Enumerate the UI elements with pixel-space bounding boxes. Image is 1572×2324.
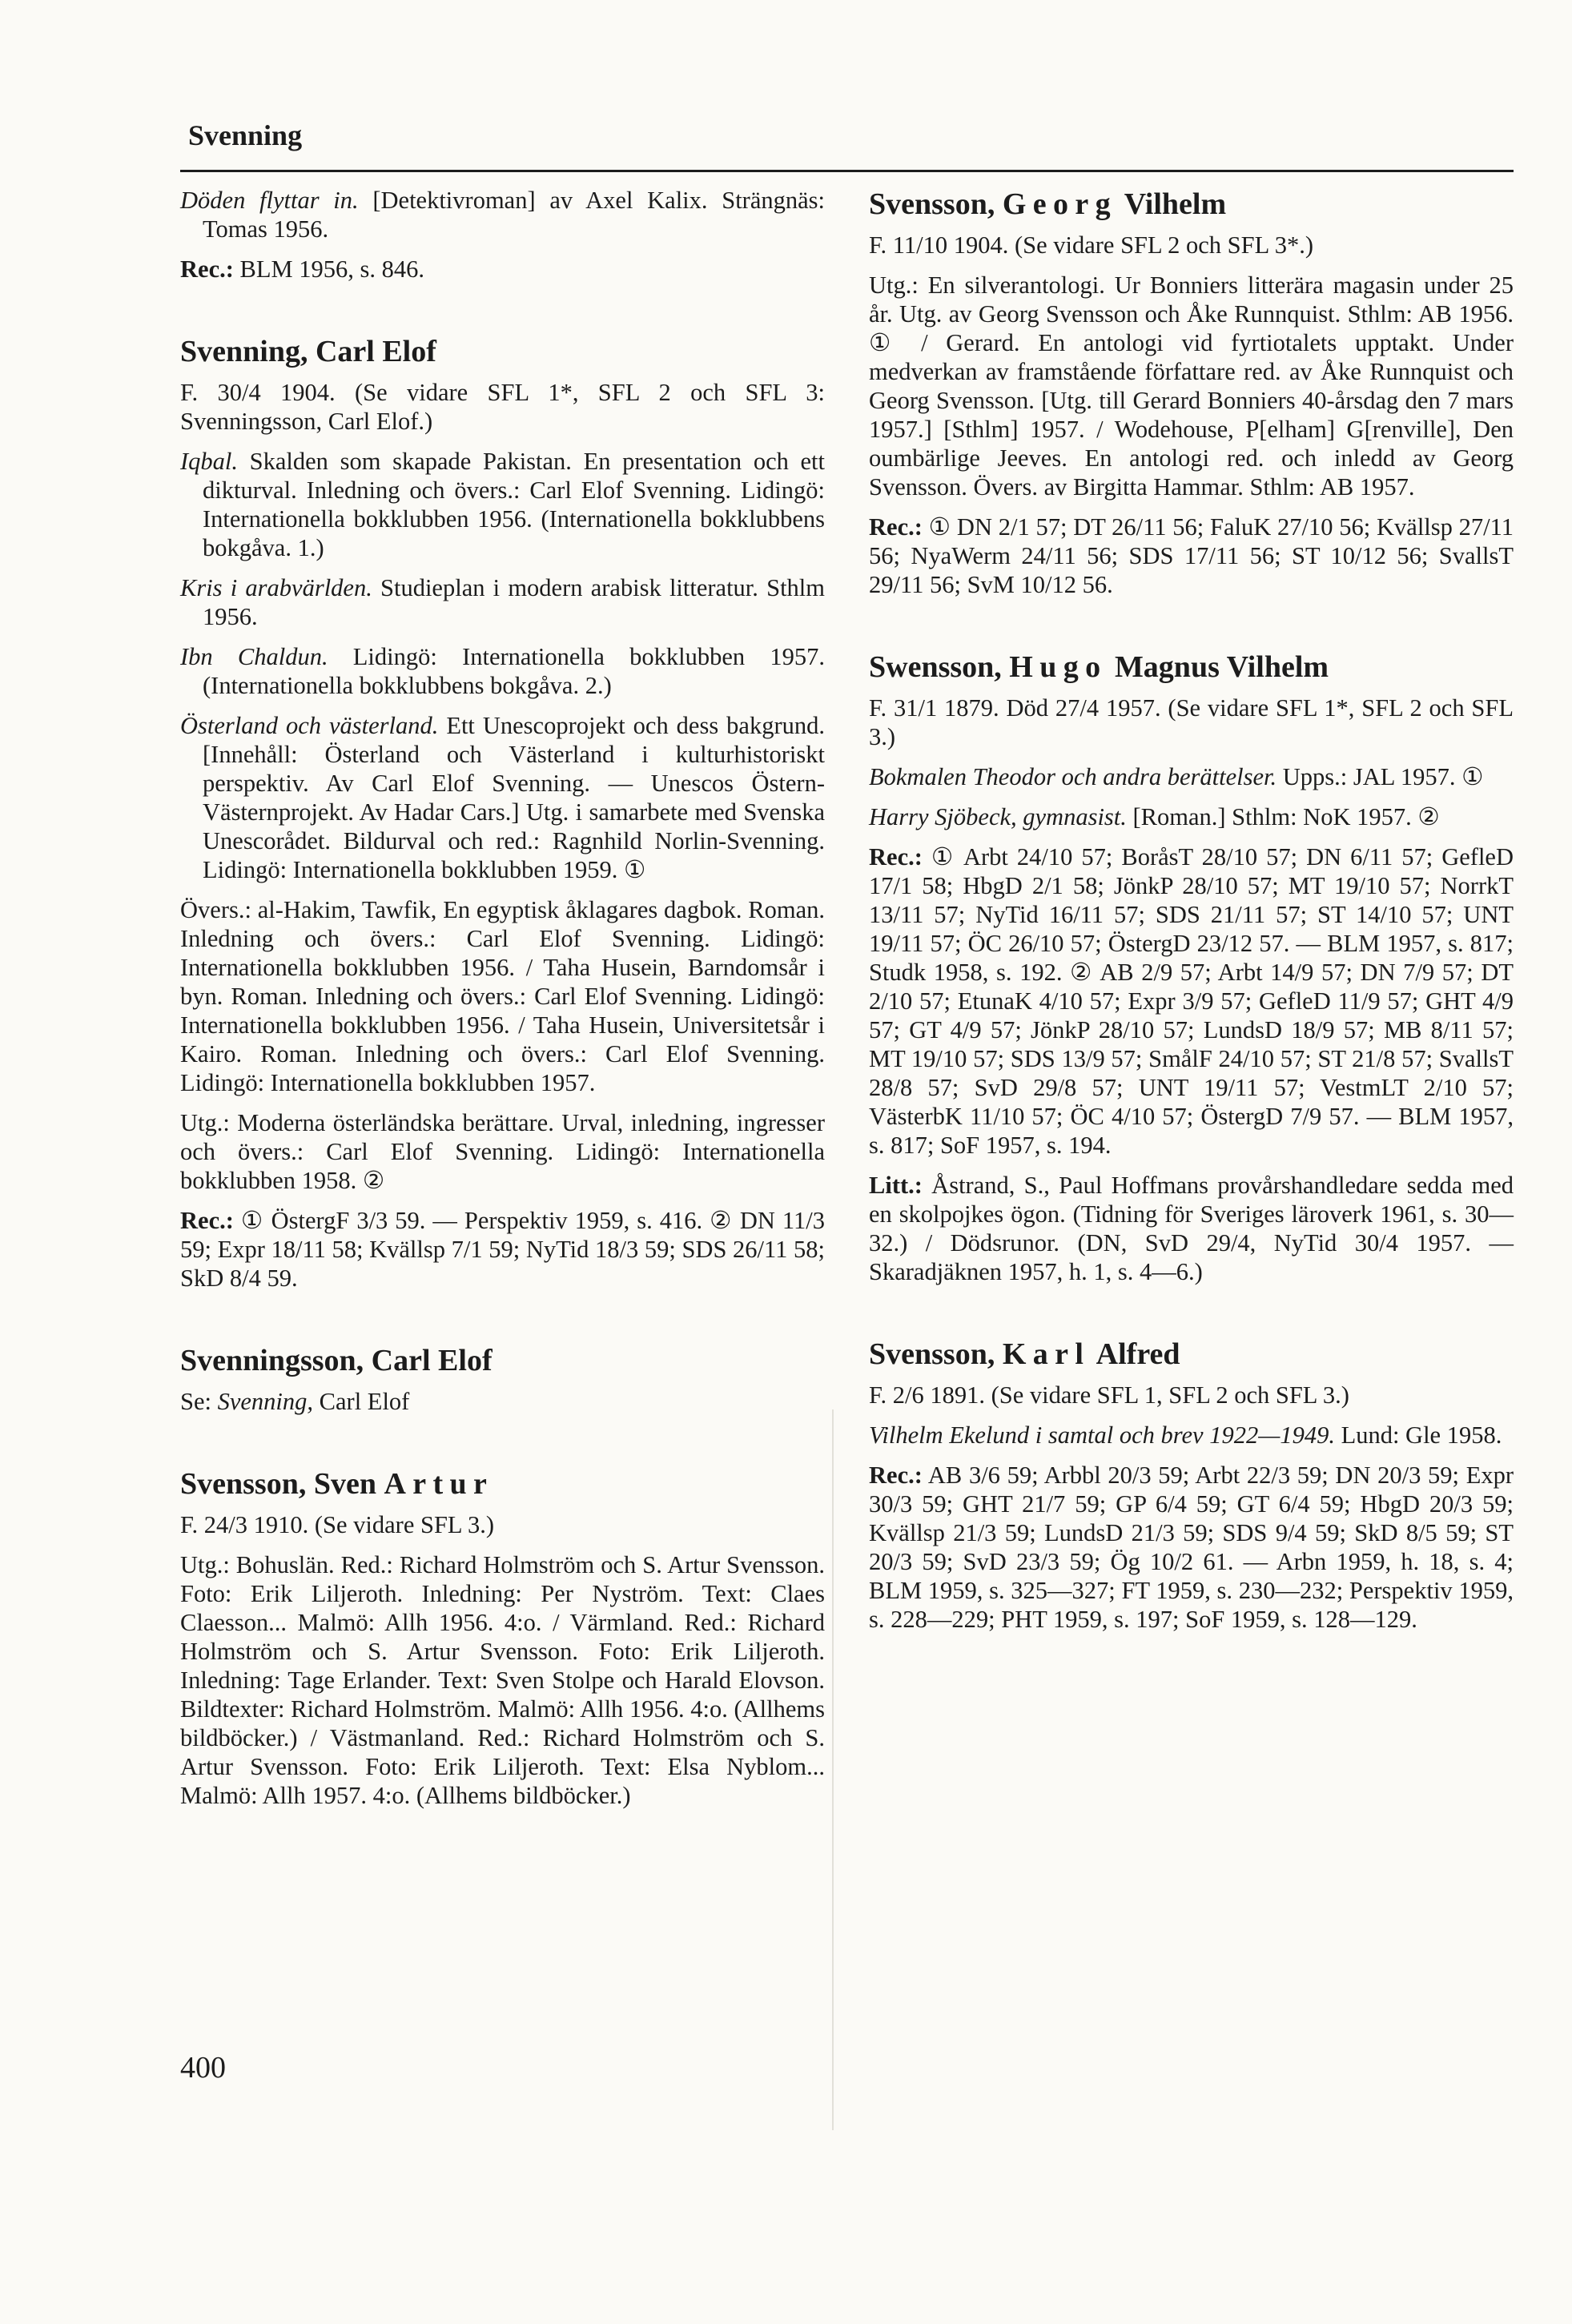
entry-heading [869, 186, 1514, 223]
entry-paragraph [180, 1510, 825, 1539]
paragraph-text: Utg.: Bohuslän. Red.: Richard Holmström och S. Artur Svensson. Foto: Erik Liljeroth. Inledning: Per Nyström. Text: Claes Claesson... Malmö: Allh 1956. 4:o. / Värmland. Red.: Richard Holmström och S. Artur Svensson. Foto: Erik Liljeroth. Inledning: Tage Erlander. Text: Sven Stolpe och Harald Elovson. Bildtexter: Richard Holmström. Malmö: Allh 1956. 4:o. (Allhems bildböcker.) / Västmanland. Red.: Richard Holmström och S. Artur Svensson. Foto: Erik Liljeroth. Text: Elsa Nyblom... Malmö: Allh 1957. 4:o. (Allhems bildböcker.) [180, 1551, 825, 1809]
paragraph-text: ① DN 2/1 57; DT 26/11 56; FaluK 27/10 56; Kvällsp 27/11 56; NyaWerm 24/11 56; SDS 17/11 56; ST 10/12 56; SvallsT 29/11 56; SvM 10/12 56. [869, 513, 1514, 598]
review-paragraph [180, 1206, 825, 1293]
paragraph-label: Rec.: [180, 1207, 234, 1234]
heading-rest: Magnus Vilhelm [1107, 650, 1329, 684]
heading-name: Svenningsson, Carl Elof [180, 1344, 493, 1377]
left-column [180, 186, 825, 1860]
heading-given-name: Hugo [1009, 650, 1108, 684]
paragraph-text: ① Arbt 24/10 57; BoråsT 28/10 57; DN 6/11 57; GefleD 17/1 58; HbgD 2/1 58; JönkP 28/10 57; MT 19/10 57; NorrkT 13/11 57; NyTid 16/11 57; SDS 21/11 57; ST 14/10 57; UNT 19/11 57; ÖC 26/10 57; ÖstergD 23/12 57. — BLM 1957, s. 817; Studk 1958, s. 192. ② AB 2/9 57; Arbt 14/9 57; DN 7/9 57; DT 2/10 57; EtunaK 4/10 57; Expr 3/9 57; GefleD 11/9 57; GHT 4/9 57; GT 4/9 57; JönkP 28/10 57; LundsD 18/9 57; MB 8/11 57; MT 19/10 57; SDS 13/9 57; SmålF 24/10 57; ST 21/8 57; SvallsT 28/8 57; SvD 29/8 57; UNT 19/11 57; VestmLT 2/10 57; VästerbK 11/10 57; ÖC 4/10 57; ÖstergD 7/9 57. — BLM 1957, s. 817; SoF 1957, s. 194. [869, 843, 1514, 1159]
work-title-paragraph [869, 802, 1514, 831]
entry-paragraph [180, 1108, 825, 1195]
work-title-paragraph [180, 573, 825, 631]
paragraph-text: Lund: Gle 1958. [1334, 1421, 1502, 1449]
paragraph-text: Lidingö: Internationella bokklubben 1957. (Internationella bokklubbens bokgåva. 2.) [203, 643, 825, 699]
paragraph-text: Se: [180, 1388, 218, 1415]
paragraph-text: F. 30/4 1904. (Se vidare SFL 1*, SFL 2 och SFL 3: Svenningsson, Carl Elof.) [180, 379, 825, 435]
scan-crease [832, 1409, 834, 2130]
bibliography-entry [180, 186, 825, 283]
work-title: Ibn Chaldun. [180, 643, 328, 670]
bibliography-entry [180, 1466, 825, 1810]
paragraph-text: BLM 1956, s. 846. [233, 255, 424, 283]
work-title: Vilhelm Ekelund i samtal och brev 1922—1949. [869, 1421, 1335, 1449]
paragraph-text: F. 31/1 1879. Död 27/4 1957. (Se vidare SFL 1*, SFL 2 och SFL 3.) [869, 694, 1514, 750]
bibliography-entry [869, 649, 1514, 1286]
reference-text: Carl Elof [313, 1388, 410, 1415]
heading-given-name: Artur [384, 1467, 494, 1501]
running-header: Svenning [188, 119, 303, 151]
review-paragraph [869, 1171, 1514, 1286]
reference-title: Svenning, [217, 1388, 314, 1415]
entry-heading [180, 1342, 825, 1379]
paragraph-text: Ett Unescoprojekt och dess bakgrund. [Innehåll: Österland och Västerland i kulturhistoriskt perspektiv. Av Carl Elof Svenning. — Unescos Östern-Västernprojekt. Av Hadar Cars.] Utg. i samarbete med Svenska Unescorådet. Bildurval och red.: Ragnhild Norlin-Svenning. Lidingö: Internationella bokklubben 1959. ① [203, 712, 825, 883]
work-title-paragraph [869, 762, 1514, 791]
paragraph-label: Rec.: [869, 843, 923, 870]
paragraph-text: Utg.: En silverantologi. Ur Bonniers litterära magasin under 25 år. Utg. av Georg Svensson och Åke Runnquist. Sthlm: AB 1956. ① / Gerard. En antologi vid fyrtiotalets upptakt. Under medverkan av framstående författare red. av Åke Runnquist och Georg Svensson. [Utg. till Gerard Bonniers 40-årsdag den 7 mars 1957.] [Sthlm] 1957. / Wodehouse, P[elham] G[renville], Den oumbärlige Jeeves. En antologi red. och inledd av Georg Svensson. Övers. av Birgitta Hammar. Sthlm: AB 1957. [869, 271, 1514, 501]
entry-heading [869, 1336, 1514, 1373]
work-title: Österland och västerland. [180, 712, 439, 739]
page-number: 400 [180, 2051, 226, 2085]
entry-paragraph [869, 694, 1514, 751]
paragraph-text: [Detektivroman] av Axel Kalix. Strängnäs: Tomas 1956. [203, 187, 825, 243]
bibliography-entry [180, 1342, 825, 1416]
bibliography-entry [869, 186, 1514, 599]
entry-heading [180, 1466, 825, 1502]
heading-given-name: Karl [1002, 1337, 1091, 1371]
entry-paragraph [869, 231, 1514, 259]
entry-paragraph [869, 271, 1514, 501]
bibliography-entry [180, 333, 825, 1293]
paragraph-text: F. 24/3 1910. (Se vidare SFL 3.) [180, 1511, 495, 1538]
entry-paragraph [869, 1381, 1514, 1409]
work-title-paragraph [180, 186, 825, 243]
paragraph-text: AB 3/6 59; Arbbl 20/3 59; Arbt 22/3 59; DN 20/3 59; Expr 30/3 59; GHT 21/7 59; GP 6/4 59; GT 6/4 59; HbgD 20/3 59; Kvällsp 21/3 59; LundsD 21/3 59; SDS 9/4 59; SkD 8/5 59; ST 20/3 59; SvD 23/3 59; Ög 10/2 61. — Arbn 1959, h. 18, s. 4; BLM 1959, s. 325—327; FT 1959, s. 230—232; Perspektiv 1959, s. 228—229; PHT 1959, s. 197; SoF 1959, s. 128—129. [869, 1462, 1514, 1633]
work-title: Döden flyttar in. [180, 187, 359, 214]
paragraph-text: Skalden som skapade Pakistan. En presentation och ett dikturval. Inledning och övers.: Carl Elof Svenning. Lidingö: Internationella bokklubben 1956. (Internationella bokklubbens bokgåva. 1.) [203, 448, 825, 561]
entry-paragraph [180, 378, 825, 436]
paragraph-text: [Roman.] Sthlm: NoK 1957. ② [1126, 803, 1440, 830]
work-title-paragraph [180, 447, 825, 562]
heading-given-name: Georg [1002, 187, 1117, 221]
work-title: Bokmalen Theodor och andra berättelser. [869, 763, 1277, 790]
entry-paragraph [180, 895, 825, 1097]
header-rule [180, 170, 1514, 172]
work-title: Iqbal. [180, 448, 239, 475]
paragraph-label: Rec.: [869, 1462, 923, 1489]
paragraph-text: ① ÖstergF 3/3 59. — Perspektiv 1959, s. 416. ② DN 11/3 59; Expr 18/11 58; Kvällsp 7/1 59; NyTid 18/3 59; SDS 26/11 58; SkD 8/4 59. [180, 1207, 825, 1292]
entry-heading [869, 649, 1514, 686]
paragraph-text: F. 2/6 1891. (Se vidare SFL 1, SFL 2 och SFL 3.) [869, 1381, 1349, 1409]
entry-paragraph [180, 1387, 825, 1416]
review-paragraph [869, 842, 1514, 1160]
work-title-paragraph [869, 1421, 1514, 1449]
paragraph-text: Åstrand, S., Paul Hoffmans provårshandledare sedda med en skolpojkes ögon. (Tidning för Sveriges läroverk 1961, s. 30—32.) / Dödsrunor. (DN, SvD 29/4, NyTid 30/4 1957. — Skaradjäknen 1957, h. 1, s. 4—6.) [869, 1172, 1514, 1285]
paragraph-text: Upps.: JAL 1957. ① [1276, 763, 1484, 790]
work-title: Kris i arabvärlden. [180, 574, 372, 601]
heading-name: Svensson, [869, 1337, 1003, 1371]
paragraph-label: Rec.: [180, 255, 234, 283]
work-title-paragraph [180, 711, 825, 884]
heading-name: Svensson, Sven [180, 1467, 384, 1501]
paragraph-text: F. 11/10 1904. (Se vidare SFL 2 och SFL 3*.) [869, 231, 1314, 259]
paragraph-text: Utg.: Moderna österländska berättare. Urval, inledning, ingresser och övers.: Carl Elof Svenning. Lidingö: Internationella bokklubben 1958. ② [180, 1109, 825, 1194]
heading-rest: Alfred [1090, 1337, 1180, 1371]
paragraph-text: Övers.: al-Hakim, Tawfik, En egyptisk åklagares dagbok. Roman. Inledning och övers.: Carl Elof Svenning. Lidingö: Internationella bokklubben 1956. / Taha Husein, Barndomsår i byn. Roman. Inledning och övers.: Carl Elof Svenning. Lidingö: Internationella bokklubben 1956. / Taha Husein, Universitetsår i Kairo. Roman. Inledning och övers.: Carl Elof Svenning. Lidingö: Internationella bokklubben 1957. [180, 896, 825, 1096]
work-title-paragraph [180, 642, 825, 700]
heading-name: Svenning, Carl Elof [180, 335, 436, 368]
paragraph-text: Studieplan i modern arabisk litteratur. Sthlm 1956. [203, 574, 825, 630]
review-paragraph [869, 513, 1514, 599]
paragraph-label: Litt.: [869, 1172, 923, 1199]
paragraph-label: Rec.: [869, 513, 923, 541]
review-paragraph [869, 1461, 1514, 1634]
entry-heading [180, 333, 825, 370]
bibliography-entry [869, 1336, 1514, 1634]
heading-rest: Vilhelm [1116, 187, 1227, 221]
review-paragraph [180, 255, 825, 283]
work-title: Harry Sjöbeck, gymnasist. [869, 803, 1127, 830]
heading-name: Swensson, [869, 650, 1010, 684]
entry-paragraph [180, 1550, 825, 1810]
right-column [869, 186, 1514, 1683]
heading-name: Svensson, [869, 187, 1003, 221]
